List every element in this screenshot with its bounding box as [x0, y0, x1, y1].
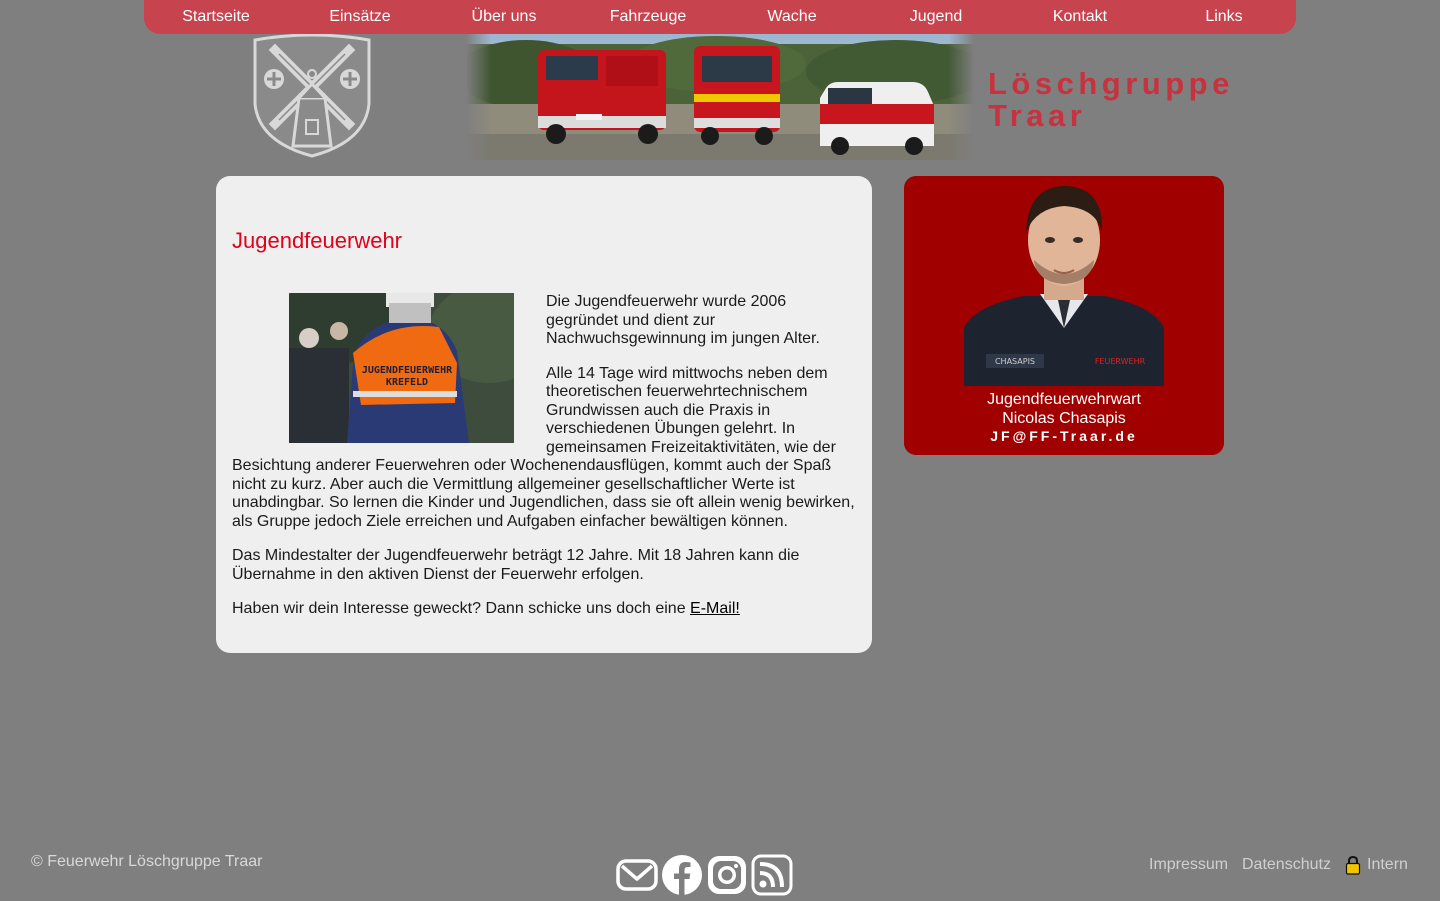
main-navigation [144, 0, 1296, 34]
nav-item-fahrzeuge[interactable]: Fahrzeuge [609, 8, 687, 25]
nav-item-einsaetze[interactable]: Einsätze [329, 8, 391, 25]
youth-fire-brigade-photo [289, 293, 514, 443]
mail-icon[interactable] [616, 854, 658, 901]
datenschutz-link[interactable]: Datenschutz [1242, 856, 1331, 873]
portrait-name-badge: CHASAPIS [994, 357, 1036, 366]
facebook-icon[interactable] [661, 854, 703, 901]
nav-item-wache[interactable]: Wache [767, 8, 817, 25]
nav-item-kontakt[interactable]: Kontakt [1052, 8, 1108, 25]
contact-role: Jugendfeuerwehrwart [987, 391, 1141, 408]
paragraph-contact-text: Haben wir dein Interesse geweckt? Dann schicke uns doch eine [232, 600, 691, 617]
lock-icon[interactable] [1345, 855, 1361, 875]
site-title-line2: Traar [988, 98, 1087, 133]
page-title: Jugendfeuerwehr [232, 228, 403, 253]
impressum-link[interactable]: Impressum [1149, 856, 1229, 873]
rss-icon[interactable] [751, 854, 793, 901]
contact-name: Nicolas Chasapis [1002, 410, 1126, 427]
site-title [988, 68, 1234, 132]
paragraph-training: Alle 14 Tage wird mittwochs neben dem theoretischen feuerwehrtechnischem Grundwissen auch die Praxis in verschiedenen Übungen gelehrt. In gemeinsamen Freizeitaktivitäten, wie der Besichtung anderer Feuerwehren oder Wochenendausflügen, kommt auch der Spaß nicht zu kurz. Aber auch die Vermittlung allgemeiner gesellschaftlicher Werte ist unabdingbar. So lernen die Kinder und Jugendlichen, dass sie oft allein wenig bewirken, als Gruppe jedoch Ziele erreichen und Aufgaben einfacher bewältigen können. [232, 364, 855, 530]
fire-trucks-banner [466, 34, 974, 160]
nav-item-links[interactable]: Links [1205, 8, 1243, 25]
photo-jacket-text-2: KREFELD [385, 377, 429, 388]
content-text [232, 293, 856, 635]
windmill-crest-icon[interactable] [249, 34, 375, 160]
nav-item-jugend[interactable]: Jugend [909, 8, 963, 25]
nav-item-ueber-uns[interactable]: Über uns [471, 8, 537, 25]
paragraph-age: Das Mindestalter der Jugendfeuerwehr beträgt 12 Jahre. Mit 18 Jahren kann die Übernahme in den aktiven Dienst der Feuerwehr erfolgen. [232, 547, 800, 583]
contact-email[interactable]: JF@FF-Traar.de [990, 428, 1138, 444]
portrait-org-badge: FEUERWEHR [1094, 357, 1146, 366]
nav-item-startseite[interactable]: Startseite [182, 8, 250, 25]
email-link[interactable]: E-Mail! [690, 600, 740, 617]
photo-jacket-text-1: JUGENDFEUERWEHR [361, 365, 453, 376]
copyright: © Feuerwehr Löschgruppe Traar [31, 853, 263, 870]
instagram-icon[interactable] [706, 854, 748, 901]
youth-warden-portrait [964, 178, 1164, 386]
contact-card [904, 176, 1224, 455]
paragraph-founding: Die Jugendfeuerwehr wurde 2006 gegründet und dient zur Nachwuchsgewinnung im jungen Alter. [546, 293, 820, 347]
intern-link[interactable]: Intern [1367, 856, 1408, 873]
paragraph-contact [232, 600, 856, 619]
content-card [216, 176, 872, 653]
site-title-line1: Löschgruppe [988, 66, 1234, 101]
